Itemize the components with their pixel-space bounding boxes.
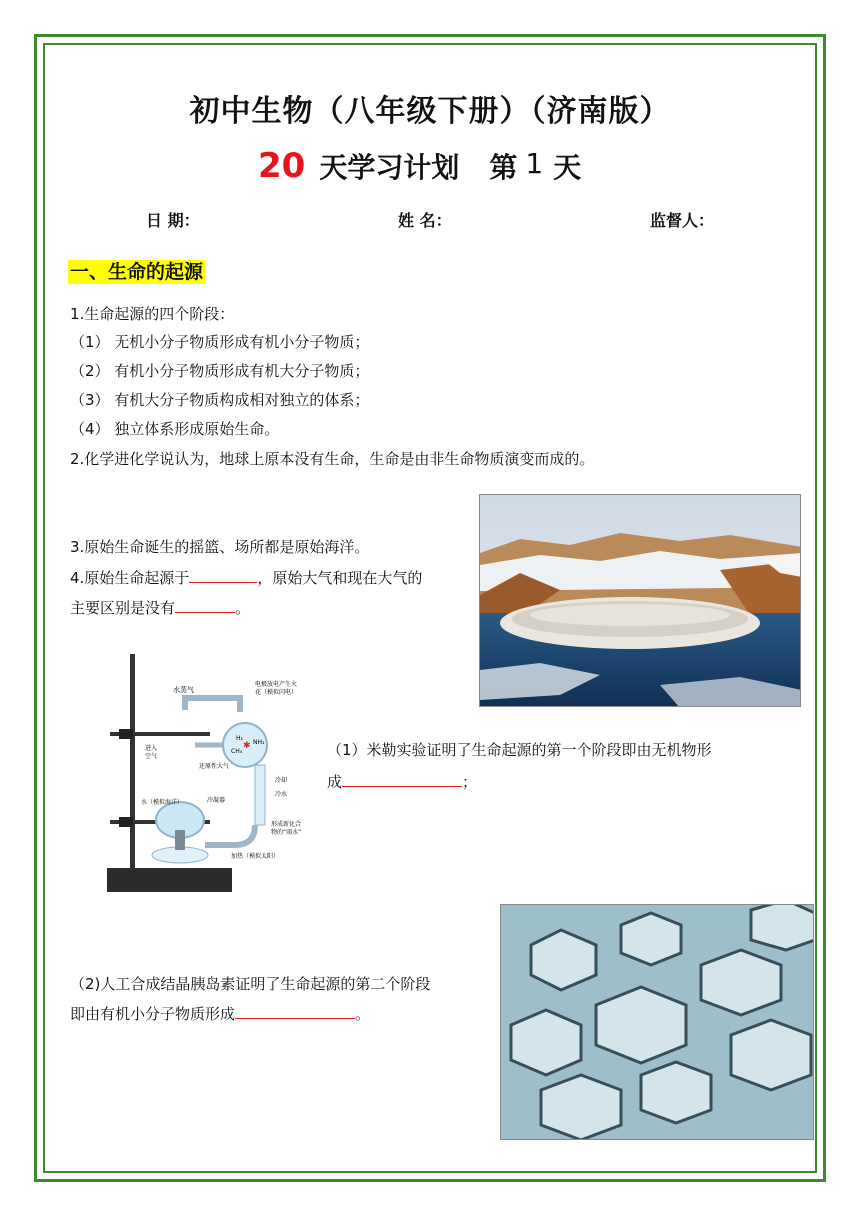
plan-text: 天学习计划 (319, 151, 460, 184)
electrode-label-2: 花（模拟闪电） (255, 689, 298, 696)
miller-line-2 (327, 770, 477, 792)
heat-label: 加热（模拟太阳） (231, 853, 280, 860)
paragraph-4-line-1 (70, 566, 422, 588)
miller-line-1: （1）米勒实验证明了生命起源的第一个阶段即由无机物形 (327, 741, 712, 759)
p4-text-b: ，原始大气和现在大气的 (257, 569, 423, 587)
condenser-label: 冷凝器 (207, 797, 226, 804)
name-label: 姓 名： (398, 211, 452, 230)
date-label: 日 期： (146, 211, 200, 230)
paragraph-3: 3.原始生命诞生的摇篮、场所都是原始海洋。 (70, 538, 370, 556)
day-prefix: 第 (489, 151, 518, 184)
insulin-text-b: 即由有机小分子物质形成 (70, 1005, 236, 1023)
section-title: 一、生命的起源 (70, 261, 204, 283)
air-in-label: 进入 (145, 745, 158, 752)
steam-label: 水蒸气 (173, 686, 194, 694)
miller-text-c: ； (462, 773, 478, 791)
blank-miller[interactable] (342, 770, 462, 787)
page-title: 初中生物（八年级下册）（济南版） (189, 94, 671, 129)
p4-text-d: 。 (235, 599, 251, 617)
miller-apparatus-diagram (105, 650, 317, 894)
svg-text:✱: ✱ (243, 741, 251, 751)
reducing-atmosphere-label: 还原性大气 (199, 763, 230, 770)
air-in-label-2: 空气 (145, 753, 158, 760)
plan-heading (258, 146, 581, 186)
paragraph-4-line-2 (70, 596, 250, 618)
insulin-crystal-photo (500, 904, 814, 1140)
day-number: 1 (525, 147, 544, 180)
paragraph-2: 2.化学进化学说认为，地球上原本没有生命，生命是由非生命物质演变而成的。 (70, 450, 595, 468)
electrode-label: 电极放电产生火 (255, 681, 298, 688)
miller-text-b: 成 (327, 773, 343, 791)
insulin-line-2 (70, 1002, 370, 1024)
nh3-label: NH₃ (253, 739, 265, 746)
blank-insulin[interactable] (235, 1002, 355, 1019)
glacier-photo (479, 494, 801, 707)
blank-origin[interactable] (189, 566, 257, 583)
supervisor-label: 监督人： (650, 211, 715, 230)
plan-number: 20 (258, 146, 306, 186)
stage-3: （3） 有机大分子物质构成相对独立的体系； (70, 391, 370, 409)
stage-2: （2） 有机小分子物质形成有机大分子物质； (70, 362, 370, 380)
cold-water-label: 冷水 (275, 791, 288, 798)
p4-text-c: 主要区别是没有 (70, 599, 176, 617)
stage-4: （4） 独立体系形成原始生命。 (70, 420, 280, 438)
day-suffix: 天 (553, 151, 582, 184)
h2-label: H₂ (236, 735, 243, 742)
water-ocean-label: 水（模拟海洋） (141, 799, 184, 806)
cooling-label: 冷却 (275, 777, 288, 784)
new-compound-label: 形成新化合 (271, 821, 302, 828)
paragraph-1: 1.生命起源的四个阶段： (70, 305, 235, 323)
blank-atmosphere[interactable] (175, 596, 235, 613)
stage-1: （1） 无机小分子物质形成有机小分子物质； (70, 333, 370, 351)
insulin-line-1: （2)人工合成结晶胰岛素证明了生命起源的第二个阶段 (70, 975, 431, 993)
new-compound-label-2: 物的“雨水” (271, 829, 302, 836)
ch4-label: CH₄ (231, 748, 243, 755)
p4-text-a: 4.原始生命起源于 (70, 569, 190, 587)
insulin-text-c: 。 (355, 1005, 371, 1023)
